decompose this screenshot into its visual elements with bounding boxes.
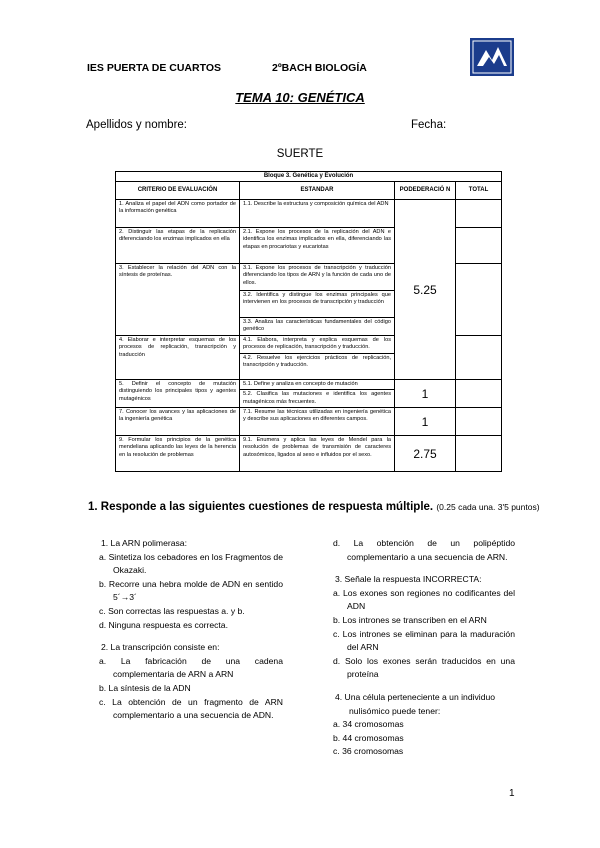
option-3c: c. Los intrones se eliminan para la maduración del ARN: [333, 628, 515, 653]
standard-5-2: 5.2. Clasifica las mutaciones e identifica los agentes mutagénicos más frecuentes.: [243, 391, 391, 405]
question-3: 3. Señale la respuesta INCORRECTA:: [335, 574, 482, 585]
block-title: Bloque 3. Genética y Evolución: [116, 172, 502, 182]
total-cell-3: [456, 264, 502, 336]
questions-right-column: [333, 537, 515, 759]
option-2a: a. La fabricación de una cadena complementaria de ARN a ARN: [99, 655, 283, 680]
header-total: TOTAL: [456, 182, 502, 200]
section-heading: [88, 501, 540, 513]
criterion-5: 5. Definir el concepto de mutación distinguiendo los principales tipos y agentes mutagénicos: [116, 380, 240, 408]
evaluation-table: [115, 171, 502, 472]
weight-block-2: 1: [395, 380, 456, 408]
weight-block-1: 5.25: [395, 200, 456, 380]
option-2b: b. La síntesis de la ADN: [99, 682, 191, 693]
criterion-2: 2. Distinguir las etapas de la replicación diferenciando los enzimas implicados en ella: [116, 228, 240, 264]
option-3b: b. Los intrones se transcriben en el ARN: [333, 614, 487, 625]
header-criterio: CRITERIO DE EVALUACIÓN: [116, 182, 240, 200]
page-number: 1: [509, 788, 515, 799]
option-1a: a. Sintetiza los cebadores en los Fragmentos de Okazaki.: [99, 551, 283, 576]
question-4: 4. Una célula perteneciente a un individuo nulisómico puede tener:: [335, 691, 496, 716]
total-cell-1: [456, 200, 502, 228]
criterion-7: 7. Conocer los avances y las aplicaciones de la ingeniería genética: [116, 408, 240, 436]
questions-left-column: [99, 537, 283, 723]
criterion-3: 3. Establecer la relación del ADN con la síntesis de proteínas.: [116, 264, 240, 336]
option-3a: a. Los exones son regiones no codificantes del ADN: [333, 587, 515, 612]
standard-3-1: 3.1. Expone los procesos de transcripción y traducción diferenciando los tipos de ARN y la función de cada uno de ellos.: [240, 264, 395, 291]
question-1: 1. La ARN polimerasa:: [101, 538, 187, 548]
greeting: SUERTE: [276, 148, 324, 160]
question-2: 2. La transcripción consiste en:: [101, 642, 220, 653]
total-cell-6: [456, 408, 502, 436]
standard-3-2: 3.2. Identifica y distingue los enzimas principales que intervienen en los procesos de transcripción y traducción: [240, 291, 395, 318]
standard-3-3: 3.3. Analiza las características fundamentales del código genético: [240, 318, 395, 336]
standard-2-1: 2.1. Expone los procesos de la replicación del ADN e identifica los enzimas implicados en ella, diferenciando las etapas en procariotas y eucariotas: [240, 228, 395, 264]
criterion-4: 4. Elaborar e interpretar esquemas de los procesos de replicación, transcripción y traducción: [116, 336, 240, 380]
weight-block-3: 1: [395, 408, 456, 436]
course-name: 2ºBACH BIOLOGÍA: [272, 62, 367, 74]
option-1b: b. Recorre una hebra molde de ADN en sentido 5´→3´: [99, 578, 283, 603]
school-logo: [470, 38, 514, 76]
option-1d: d. Ninguna respuesta es correcta.: [99, 619, 228, 630]
criterion-1: 1. Analiza el papel del ADN como portador de la información genética: [116, 200, 240, 228]
option-4a: a. 34 cromosomas: [333, 719, 404, 730]
header-ponderacion: PODEDERACIÓ N: [395, 182, 456, 200]
standard-4-1: 4.1. Elabora, interpreta y explica esquemas de los procesos de replicación, transcripción y traducción.: [240, 336, 394, 353]
date-label: Fecha:: [411, 119, 447, 131]
total-cell-7: [456, 436, 502, 472]
section-title: 1. Responde a las siguientes cuestiones de respuesta múltiple.: [88, 501, 434, 513]
standard-7-1: 7.1. Resume las técnicas utilizadas en ingeniería genética y describe sus aplicaciones en diferentes campos.: [240, 408, 395, 436]
section-points: (0.25 cada una. 3'5 puntos): [436, 502, 540, 512]
option-4b: b. 44 cromosomas: [333, 732, 404, 743]
name-label: Apellidos y nombre:: [86, 119, 187, 131]
option-4c: c. 36 cromosomas: [333, 746, 404, 757]
standard-9-1: 9.1. Enumera y aplica las leyes de Mendel para la resolución de problemas de transmisión de caracteres autosómicos, ligados al sexo e influidos por el sexo.: [240, 436, 395, 472]
option-2d: d. La obtención de un polipéptido complementario a una secuencia de ARN.: [333, 538, 515, 562]
school-name: IES PUERTA DE CUARTOS: [87, 62, 221, 74]
total-cell-5: [456, 380, 502, 408]
option-2c: c. La obtención de un fragmento de ARN complementario a una secuencia de ADN.: [99, 696, 283, 721]
option-3d: d. Solo los exones serán traducidos en una proteína: [333, 655, 515, 680]
weight-block-4: 2.75: [395, 436, 456, 472]
total-cell-2: [456, 228, 502, 264]
option-1c: c. Son correctas las respuestas a. y b.: [99, 605, 245, 616]
standard-1-1: 1.1. Describe la estructura y composición química del ADN: [240, 200, 395, 228]
criterion-9: 9. Formular los principios de la genética mendeliana aplicando las leyes de la herencia en la resolución de problemas: [116, 436, 240, 472]
header-estandar: ESTANDAR: [240, 182, 395, 200]
total-cell-4: [456, 336, 502, 380]
page-title: TEMA 10: GENÉTICA: [235, 90, 365, 105]
standard-4-2: 4.2. Resuelve los ejercicios prácticos de replicación, transcripción y traducción.: [243, 354, 391, 368]
standard-5-1: 5.1. Define y analiza en concepto de mutación: [240, 380, 394, 390]
